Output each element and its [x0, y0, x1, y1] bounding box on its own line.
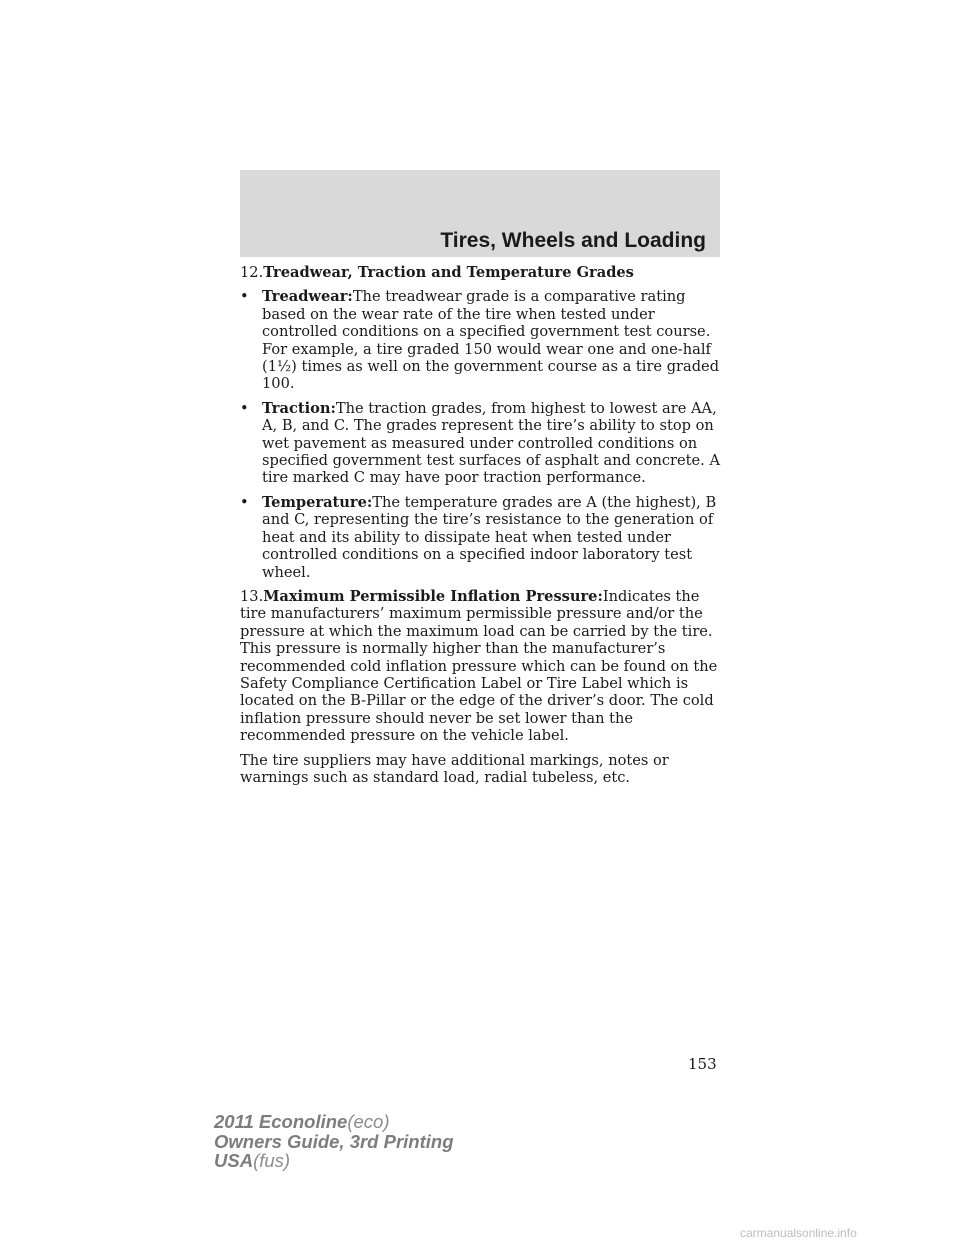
- bullet-dot-icon: •: [240, 399, 249, 417]
- bullet-dot-icon: •: [240, 288, 249, 306]
- section-13-title: Maximum Permissible Inflation Pressure:: [263, 587, 603, 605]
- section-12-number: 12.: [240, 264, 264, 281]
- page-number: 153: [688, 1055, 717, 1073]
- section-12-heading: [240, 264, 730, 281]
- closing-paragraph: The tire suppliers may have additional markings, notes or warnings such as standard load, radial tubeless, etc.: [240, 751, 669, 786]
- page-content: [240, 264, 730, 793]
- bullet-term: Temperature:: [262, 493, 373, 511]
- footer-line-model: [214, 1112, 454, 1132]
- footer-model-code: (eco): [347, 1111, 390, 1132]
- section-13-number: 13.: [240, 587, 264, 605]
- bullet-temperature: [240, 494, 730, 581]
- bullet-text: The temperature grades are A (the highest), B and C, representing the tire’s resistance to the generation of heat and its ability to dissipate heat when tested under controlled conditions on a specified indoor laboratory test wheel.: [262, 493, 717, 581]
- section-13-paragraph: [240, 588, 730, 745]
- bullet-text: The traction grades, from highest to lowest are AA, A, B, and C. The grades represent the tire’s ability to stop on wet pavement as measured under controlled conditions on specified government test surfaces of asphalt and concrete. A tire marked C may have poor traction performance.: [262, 399, 720, 487]
- footer-line-guide: Owners Guide, 3rd Printing: [214, 1130, 454, 1152]
- footer-model: 2011 Econoline: [214, 1111, 348, 1132]
- bullet-traction: [240, 400, 730, 487]
- document-footer: [214, 1112, 454, 1171]
- section-12-title: Treadwear, Traction and Temperature Grades: [263, 264, 634, 281]
- bullet-treadwear: [240, 288, 730, 392]
- bullet-term: Treadwear:: [262, 288, 353, 306]
- bullet-text: The treadwear grade is a comparative rating based on the wear rate of the tire when tested under controlled conditions on a specified government test course. For example, a tire graded 150 would wear one and one-half (1½) times as well on the government course as a tire graded 100.: [262, 288, 720, 393]
- footer-market: USA: [214, 1150, 254, 1171]
- section-title: Tires, Wheels and Loading: [440, 229, 706, 252]
- watermark-text: carmanualsonline.info: [740, 1226, 857, 1240]
- footer-line-market: [214, 1151, 454, 1171]
- section-13-text: Indicates the tire manufacturers’ maximum permissible pressure and/or the pressure at which the maximum load can be carried by the tire. This pressure is normally higher than the manufacturer’s recommended cold inflation pressure which can be found on the Safety Compliance Certification Label or Tire Label which is located on the B-Pillar or the edge of the driver’s door. The cold inflation pressure should never be set lower than the recommended pressure on the vehicle label.: [240, 587, 718, 745]
- section-header-box: [240, 170, 720, 257]
- footer-market-code: (fus): [253, 1150, 291, 1171]
- bullet-dot-icon: •: [240, 493, 249, 511]
- bullet-term: Traction:: [262, 399, 336, 417]
